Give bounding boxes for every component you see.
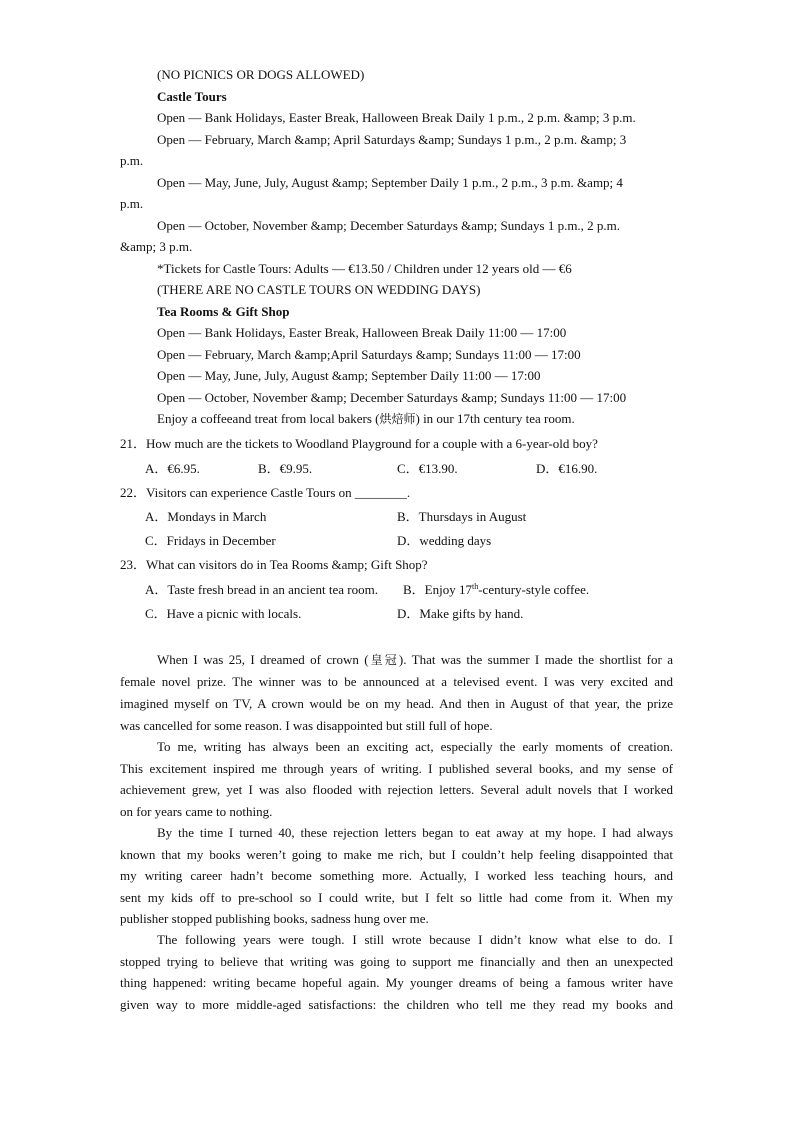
- question-21-option-b: B．€9.95.: [258, 461, 313, 476]
- question-23-option-a: A．Taste fresh bread in an ancient tea room.: [145, 582, 378, 597]
- question-22-option-b: B．Thursdays in August: [397, 509, 527, 524]
- passage-p1-line: was cancelled for some reason. I was disappointed but still full of hope.: [120, 718, 493, 733]
- question-22-stem: 22．Visitors can experience Castle Tours on ________.: [120, 485, 411, 500]
- passage-p3-line: my writing career hadn’t become something more. Actually, I worked less teaching hours, and: [120, 868, 673, 883]
- castle-hours-line: Open — February, March &amp; April Saturdays &amp; Sundays 1 p.m., 2 p.m. &amp; 3: [157, 132, 627, 147]
- passage-p2-line: on for years came to nothing.: [120, 804, 273, 819]
- question-22-option-d: D．wedding days: [397, 533, 492, 548]
- passage-text: ). That was the summer I made the shortlist for a: [398, 652, 673, 667]
- castle-tours-heading: Castle Tours: [157, 89, 227, 104]
- ordinal-superscript: th: [471, 582, 479, 591]
- option-b-text: B．Enjoy 17: [403, 582, 472, 597]
- question-21-option-d: D．€16.90.: [536, 461, 598, 476]
- tea-hours-line: Open — October, November &amp; December Saturdays &amp; Sundays 11:00 — 17:00: [157, 390, 627, 405]
- tea-hours-line: Open — Bank Holidays, Easter Break, Halloween Break Daily 11:00 — 17:00: [157, 325, 567, 340]
- castle-hours-line-wrap: p.m.: [120, 153, 144, 168]
- passage-p1-line: [157, 652, 673, 668]
- passage-p4-line: stopped trying to believe that writing was going to support me financially and then an unexpected: [120, 954, 673, 969]
- question-22-option-c: C．Fridays in December: [145, 533, 276, 548]
- question-23-option-c: C．Have a picnic with locals.: [145, 606, 302, 621]
- passage-p2-line: This excitement inspired me through years of writing. I published several books, and my sense of: [120, 761, 673, 776]
- tea-hours-line: Open — May, June, July, August &amp; September Daily 11:00 — 17:00: [157, 368, 541, 383]
- castle-tickets-line: *Tickets for Castle Tours: Adults — €13.50 / Children under 12 years old — €6: [157, 261, 572, 276]
- tea-rooms-heading: Tea Rooms & Gift Shop: [157, 304, 290, 319]
- question-22-option-a: A．Mondays in March: [145, 509, 267, 524]
- question-23-stem: 23．What can visitors do in Tea Rooms &amp; Gift Shop?: [120, 557, 428, 572]
- option-b-text-end: -century-style coffee.: [478, 582, 590, 597]
- question-23-option-b: [403, 582, 589, 598]
- passage-p1-line: female novel prize. The winner was to be announced at a televised event. I was very excited and: [120, 674, 673, 689]
- passage-p2-line: achievement grew, yet I was also flooded with rejection letters. Several adult novels that I worked: [120, 782, 673, 797]
- passage-p1-line: imagined myself on TV, A crown would be on my head. And then in August of that year, the prize: [120, 696, 673, 711]
- castle-hours-line: Open — Bank Holidays, Easter Break, Halloween Break Daily 1 p.m., 2 p.m. &amp; 3 p.m.: [157, 110, 636, 125]
- passage-p2-line: To me, writing has always been an exciting act, especially the early moments of creation.: [157, 739, 673, 754]
- question-21-option-c: C．€13.90.: [397, 461, 458, 476]
- passage-p3-line: sent my kids off to pre-school so I could write, but I felt so little had come from it. When my: [120, 890, 673, 905]
- passage-p4-line: The following years were tough. I still wrote because I didn’t know what else to do. I: [157, 932, 673, 947]
- castle-hours-line: Open — October, November &amp; December Saturdays &amp; Sundays 1 p.m., 2 p.m.: [157, 218, 621, 233]
- passage-p4-line: thing happened: writing became hopeful again. My younger dreams of being a famous writer have: [120, 975, 673, 990]
- passage-gloss: 皇冠: [368, 653, 399, 667]
- passage-p4-line: given way to more middle-aged satisfactions: the children who tell me they read my books and: [120, 997, 673, 1012]
- tea-enjoy-gloss: 烘焙师: [379, 412, 416, 426]
- question-21-option-a: A．€6.95.: [145, 461, 200, 476]
- no-tours-notice: (THERE ARE NO CASTLE TOURS ON WEDDING DAYS): [157, 282, 481, 297]
- tea-enjoy-line: [157, 411, 575, 427]
- question-23-option-d: D．Make gifts by hand.: [397, 606, 524, 621]
- passage-text: When I was 25, I dreamed of crown (: [157, 652, 369, 667]
- no-picnics-notice: (NO PICNICS OR DOGS ALLOWED): [157, 67, 365, 82]
- castle-hours-line-wrap: p.m.: [120, 196, 144, 211]
- tea-enjoy-text-end: ) in our 17th century tea room.: [415, 411, 575, 426]
- passage-p3-line: known that my books weren’t going to make me rich, but I couldn’t help feeling disappointed that: [120, 847, 673, 862]
- castle-hours-line: Open — May, June, July, August &amp; September Daily 1 p.m., 2 p.m., 3 p.m. &amp; 4: [157, 175, 623, 190]
- tea-enjoy-text: Enjoy a coffeeand treat from local bakers (: [157, 411, 380, 426]
- passage-p3-line: publisher stopped publishing books, sadness hung over me.: [120, 911, 429, 926]
- tea-hours-line: Open — February, March &amp;April Saturdays &amp; Sundays 11:00 — 17:00: [157, 347, 581, 362]
- castle-hours-line-wrap: &amp; 3 p.m.: [120, 239, 193, 254]
- passage-p3-line: By the time I turned 40, these rejection letters began to eat away at my hope. I had always: [157, 825, 673, 840]
- question-21-stem: 21．How much are the tickets to Woodland Playground for a couple with a 6-year-old boy?: [120, 436, 598, 451]
